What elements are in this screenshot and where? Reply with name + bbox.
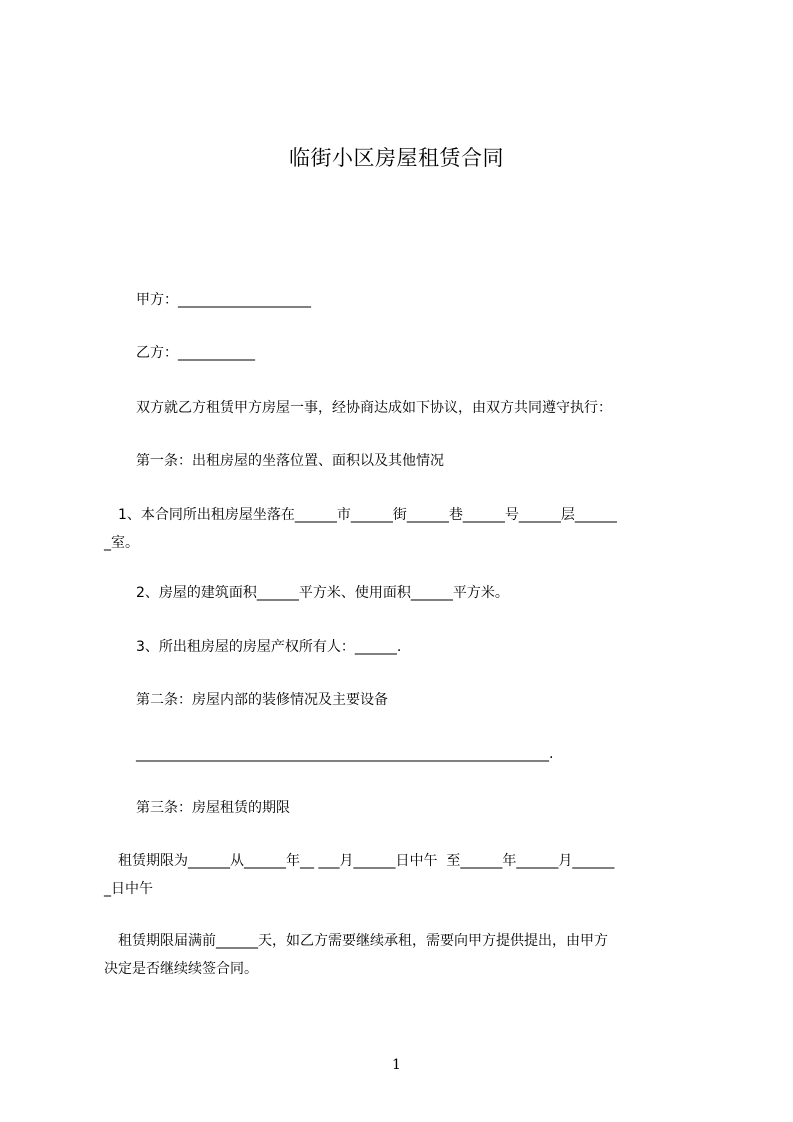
article-1-item-1-line-2: _室。	[104, 535, 139, 551]
article-1-item-2: 2、房屋的建筑面积______平方米、使用面积______平方米。	[136, 585, 509, 601]
article-3-renewal	[104, 927, 704, 983]
article-3-term	[104, 847, 704, 903]
article-1-item-3: 3、所出租房屋的房屋产权所有人：______.	[136, 639, 402, 655]
article-3-renewal-line-2: 决定是否继续续签合同。	[104, 961, 258, 977]
article-2-heading: 第二条：房屋内部的装修情况及主要设备	[136, 692, 388, 708]
intro-paragraph: 双方就乙方租赁甲方房屋一事，经协商达成如下协议，由双方共同遵守执行：	[136, 400, 612, 416]
party-a-line: 甲方：___________________	[136, 292, 311, 308]
page-number: 1	[392, 1057, 401, 1073]
article-3-term-line-1: 租赁期限为______从______年__ ___月______日中午 至______年______月______	[104, 853, 615, 869]
document-title: 临街小区房屋租赁合同	[289, 146, 504, 170]
article-3-term-line-2: _日中午	[104, 881, 153, 897]
article-1-heading: 第一条：出租房屋的坐落位置、面积以及其他情况	[136, 453, 444, 469]
article-1-item-1	[104, 501, 704, 557]
article-3-heading: 第三条：房屋租赁的期限	[136, 800, 290, 816]
article-2-blank-line: ___________________________________________________________.	[136, 746, 554, 762]
party-b-line: 乙方：___________	[136, 345, 255, 361]
article-3-renewal-line-1: 租赁期限届满前______天，如乙方需要继续承租，需要向甲方提供提出，由甲方	[104, 933, 608, 949]
article-1-item-1-line-1: 1、本合同所出租房屋坐落在______市______街______巷______号______层______	[104, 507, 617, 523]
